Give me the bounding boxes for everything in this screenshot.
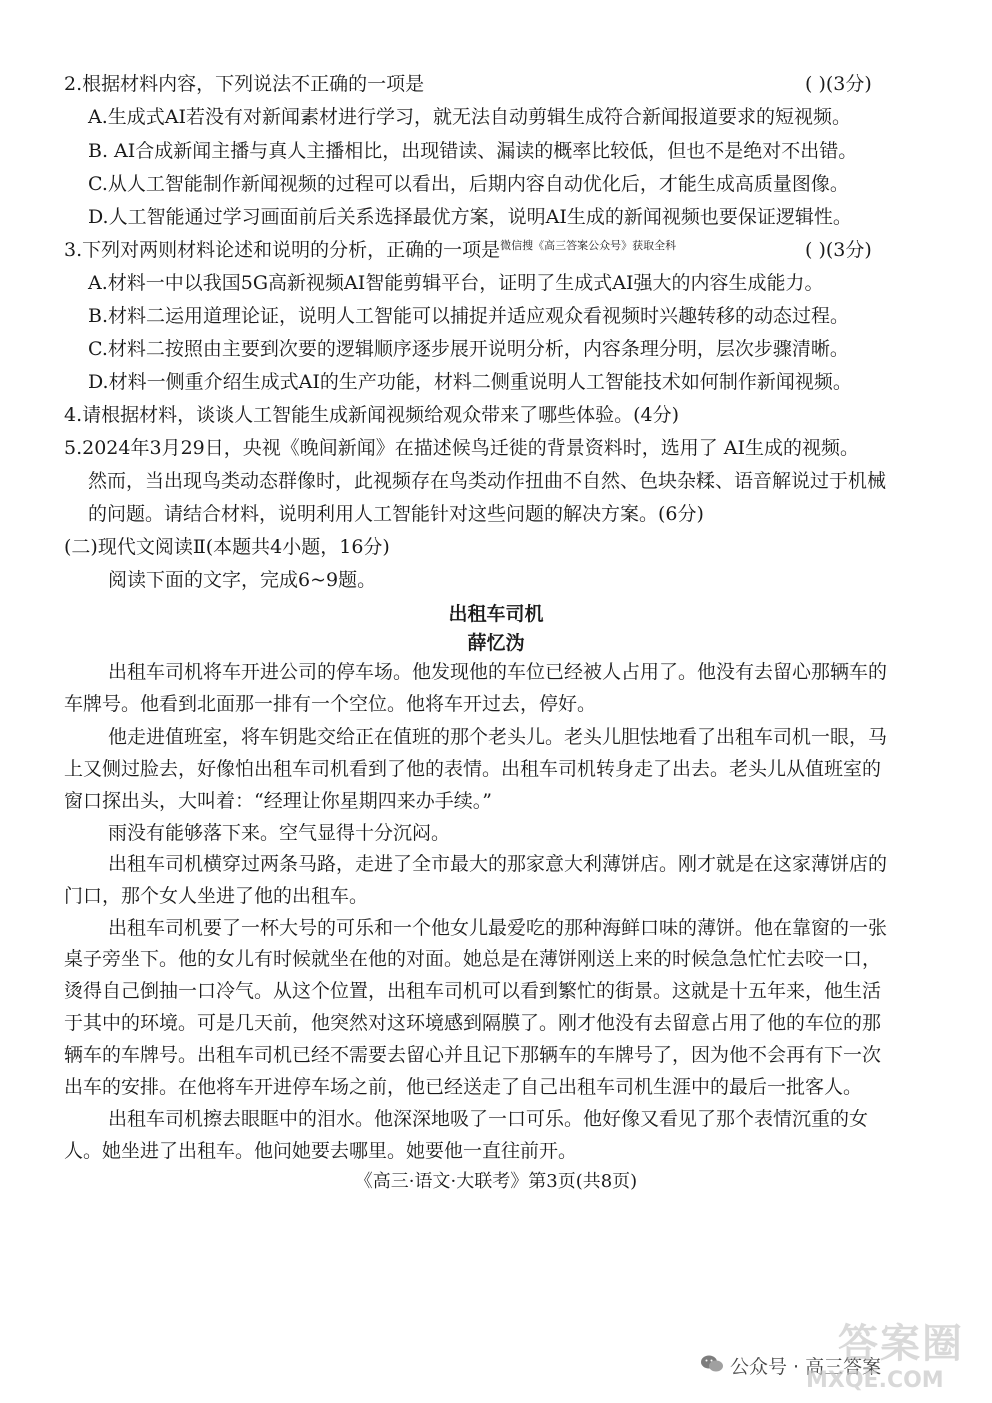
story-line: 于其中的环境。可是几天前，他突然对这环境感到隔膜了。刚才他没有去留意占用了他的车位的那 <box>64 1012 882 1034</box>
story-line: 出租车司机横穿过两条马路，走进了全市最大的那家意大利薄饼店。刚才就是在这家薄饼店的 <box>108 853 888 875</box>
q5-line-2: 然而，当出现鸟类动态群像时，此视频存在鸟类动作扭曲不自然、色块杂糅、语音解说过于机械 <box>88 470 887 492</box>
q3-stem: 3.下列对两则材料论述和说明的分析，正确的一项是 <box>64 239 501 261</box>
story-line: 门口，那个女人坐进了他的出租车。 <box>64 885 369 907</box>
q2-option-d: D.人工智能通过学习画面前后关系选择最优方案，说明AI生成的新闻视频也要保证逻辑性。 <box>88 206 852 228</box>
story-line: 出租车司机擦去眼眶中的泪水。他深深地吸了一口可乐。他好像又看见了那个表情沉重的女 <box>108 1108 869 1130</box>
wechat-icon <box>700 1354 724 1374</box>
story-line: 人。她坐进了出租车。他问她要去哪里。她要他一直往前开。 <box>64 1140 578 1162</box>
story-line: 车牌号。他看到北面那一排有一个空位。他将车开过去，停好。 <box>64 693 597 715</box>
q2-score: ( )(3分) <box>805 73 872 95</box>
story-line: 辆车的车牌号。出租车司机已经不需要去留心并且记下那辆车的车牌号了，因为他不会再有下一次 <box>64 1044 882 1066</box>
q4-text: 4.请根据材料，谈谈人工智能生成新闻视频给观众带来了哪些体验。(4分) <box>64 404 680 426</box>
q3-option-a: A.材料一中以我国5G高新视频AI智能剪辑平台，证明了生成式AI强大的内容生成能力。 <box>88 272 824 294</box>
q3-score: ( )(3分) <box>805 239 872 261</box>
q2-option-a: A.生成式AI若没有对新闻素材进行学习，就无法自动剪辑生成符合新闻报道要求的短视频。 <box>88 106 851 128</box>
section-heading: (二)现代文阅读Ⅱ(本题共4小题，16分) <box>64 536 390 558</box>
site-watermark: MXQE.COM <box>806 1368 944 1393</box>
q5-line-1: 5.2024年3月29日，央视《晚间新闻》在描述候鸟迁徙的背景资料时，选用了 AI生成的视频。 <box>64 437 860 459</box>
story-line: 他走进值班室，将车钥匙交给正在值班的那个老头儿。老头儿胆怯地看了出租车司机一眼，马 <box>108 726 888 748</box>
q3-stem-line <box>64 236 676 264</box>
story-line: 出租车司机要了一杯大号的可乐和一个他女儿最爱吃的那种海鲜口味的薄饼。他在靠窗的一张 <box>108 917 888 939</box>
story-author: 薛忆沩 <box>467 632 525 654</box>
q5-line-3: 的问题。请结合材料，说明利用人工智能针对这些问题的解决方案。(6分) <box>88 503 704 525</box>
q2-option-c: C.从人工智能制作新闻视频的过程可以看出，后期内容自动优化后，才能生成高质量图像。 <box>88 173 849 195</box>
story-line: 窗口探出头，大叫着：“经理让你星期四来办手续。” <box>64 790 492 812</box>
q3-option-c: C.材料二按照由主要到次要的逻辑顺序逐步展开说明分析，内容条理分明，层次步骤清晰。 <box>88 338 849 360</box>
story-line: 出租车司机将车开进公司的停车场。他发现他的车位已经被人占用了。他没有去留心那辆车的 <box>108 661 888 683</box>
q3-option-d: D.材料一侧重介绍生成式AI的生产功能，材料二侧重说明人工智能技术如何制作新闻视频。 <box>88 371 852 393</box>
story-line: 桌子旁坐下。他的女儿有时候就坐在他的对面。她总是在薄饼刚送上来的时候急急忙忙去咬一口， <box>64 948 882 970</box>
q3-inline-note: 微信搜《高三答案公众号》获取全科 <box>500 239 677 252</box>
story-line: 烫得自己倒抽一口冷气。从这个位置，出租车司机可以看到繁忙的街景。这就是十五年来，他生活 <box>64 980 882 1002</box>
q3-option-b: B.材料二运用道理论证，说明人工智能可以捕捉并适应观众看视频时兴趣转移的动态过程。 <box>88 305 850 327</box>
story-line: 雨没有能够落下来。空气显得十分沉闷。 <box>108 822 451 844</box>
story-line: 上又侧过脸去，好像怕出租车司机看到了他的表情。出租车司机转身走了出去。老头儿从值班室的 <box>64 758 882 780</box>
q2-stem: 2.根据材料内容，下列说法不正确的一项是 <box>64 73 425 95</box>
logo-watermark: 答案圈 <box>838 1321 964 1367</box>
q2-option-b: B. AI合成新闻主播与真人主播相比，出现错读、漏读的概率比较低，但也不是绝对不出错。 <box>88 140 858 162</box>
section-instruction: 阅读下面的文字，完成6~9题。 <box>108 569 377 591</box>
story-line: 出车的安排。在他将车开进停车场之前，他已经送走了自己出租车司机生涯中的最后一批客人。 <box>64 1076 863 1098</box>
wechat-watermark-label: 公众号 · 高三答案 <box>730 1356 882 1378</box>
page-footer: 《高三·语文·大联考》第3页(共8页) <box>354 1171 638 1192</box>
story-title: 出租车司机 <box>448 603 544 625</box>
